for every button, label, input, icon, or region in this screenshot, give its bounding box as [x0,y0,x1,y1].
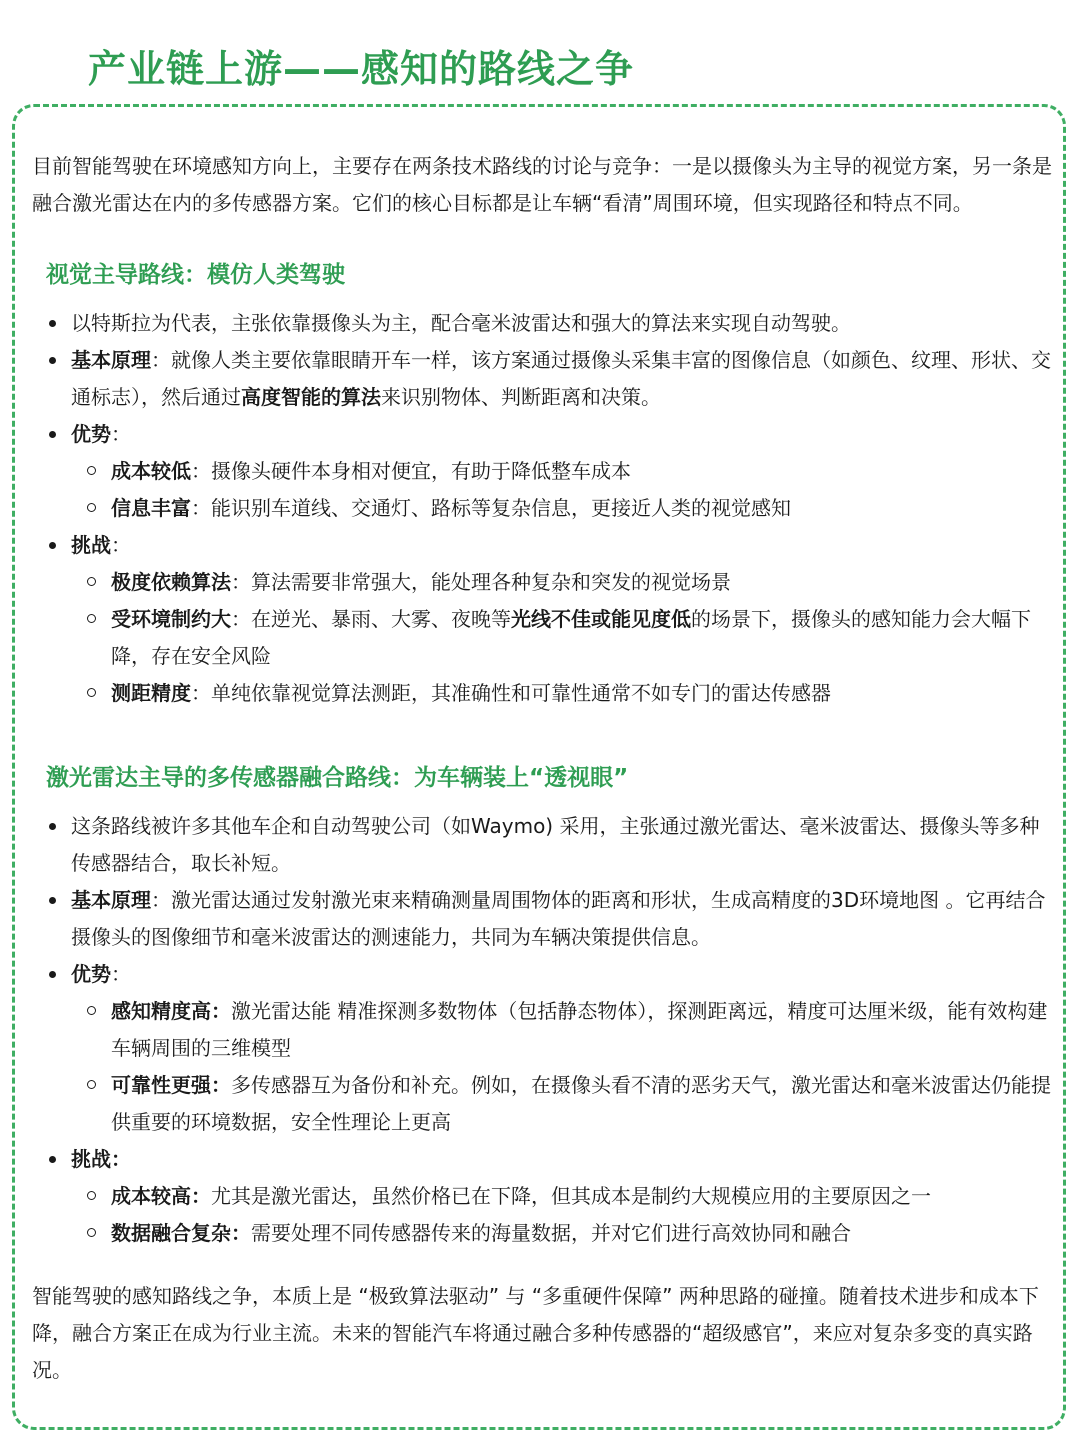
sub-list-item: 信息丰富：能识别车道线、交通灯、路标等复杂信息，更接近人类的视觉感知 [32,490,1052,527]
sub-list-item: 可靠性更强：多传感器互为备份和补充。例如，在摄像头看不清的恶劣天气，激光雷达和毫米波雷达仍能提供重要的环境数据，安全性理论上更高 [32,1067,1052,1141]
list-item: 挑战： [32,1141,1052,1178]
intro-paragraph: 目前智能驾驶在环境感知方向上，主要存在两条技术路线的讨论与竞争：一是以摄像头为主导的视觉方案，另一条是融合激光雷达在内的多传感器方案。它们的核心目标都是让车辆“看清”周围环境，但实现路径和特点不同。 [32,154,1052,215]
sub-list-item: 极度依赖算法：算法需要非常强大，能处理各种复杂和突发的视觉场景 [32,564,1052,601]
sub-list-item: 感知精度高：激光雷达能 精准探测多数物体（包括静态物体），探测距离远，精度可达厘米级，能有效构建车辆周围的三维模型 [32,993,1052,1067]
summary-paragraph: 智能驾驶的感知路线之争，本质上是 “极致算法驱动” 与 “多重硬件保障” 两种思路的碰撞。随着技术进步和成本下降，融合方案正在成为行业主流。未来的智能汽车将通过融合多种传感器的“超级感官”，来应对复杂多变的真实路况。 [32,1284,1039,1382]
sub-list-item: 成本较高：尤其是激光雷达，虽然价格已在下降，但其成本是制约大规模应用的主要原因之一 [32,1178,1052,1215]
list-item: 优势： [32,956,1052,993]
sub-list-item: 测距精度：单纯依靠视觉算法测距，其准确性和可靠性通常不如专门的雷达传感器 [32,675,1052,712]
list-item: 基本原理：就像人类主要依靠眼睛开车一样，该方案通过摄像头采集丰富的图像信息（如颜色、纹理、形状、交通标志），然后通过高度智能的算法来识别物体、判断距离和决策。 [32,342,1052,416]
sub-list-item: 数据融合复杂：需要处理不同传感器传来的海量数据，并对它们进行高效协同和融合 [32,1215,1052,1252]
list-item: 基本原理：激光雷达通过发射激光束来精确测量周围物体的距离和形状，生成高精度的3D环境地图 。它再结合摄像头的图像细节和毫米波雷达的测速能力，共同为车辆决策提供信息。 [32,882,1052,956]
sub-list-item: 受环境制约大：在逆光、暴雨、大雾、夜晚等光线不佳或能见度低的场景下，摄像头的感知能力会大幅下降，存在安全风险 [32,601,1052,675]
list-item: 以特斯拉为代表，主张依靠摄像头为主，配合毫米波雷达和强大的算法来实现自动驾驶。 [32,305,1052,342]
section-spacer [32,712,1052,758]
list-item: 优势： [32,416,1052,453]
sub-list-item: 成本较低：摄像头硬件本身相对便宜，有助于降低整车成本 [32,453,1052,490]
vision-section-heading: 视觉主导路线：模仿人类驾驶 [46,262,345,288]
article-body [32,148,1052,1389]
list-item: 挑战： [32,527,1052,564]
page-title: 产业链上游——感知的路线之争 [88,47,635,91]
lidar-list [32,808,1052,1252]
lidar-section-heading: 激光雷达主导的多传感器融合路线：为车辆装上“透视眼” [46,765,629,791]
vision-list [32,305,1052,712]
list-item: 这条路线被许多其他车企和自动驾驶公司（如Waymo) 采用，主张通过激光雷达、毫米波雷达、摄像头等多种传感器结合，取长补短。 [32,808,1052,882]
